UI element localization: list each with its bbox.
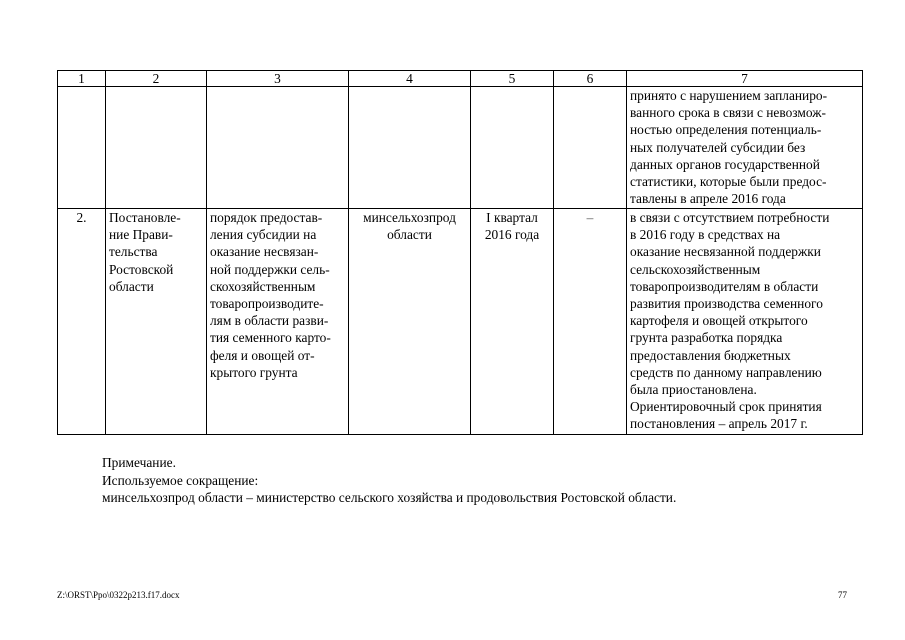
table-cell xyxy=(106,87,207,209)
table-cell xyxy=(554,87,627,209)
data-table xyxy=(57,70,863,435)
status-cell: – xyxy=(554,209,627,435)
table-cell xyxy=(207,87,349,209)
table-cell xyxy=(58,87,106,209)
reason-cell: в связи с отсутствием потребности в 2016 году в средствах на оказание несвязанной поддержки сельскохозяйственным товаропроизводителям в области развития производства семенного картофеля и овощей открытого грунта разработка порядка предоставления бюджетных средств по данному направлению была приостановлена. Ориентировочный срок принятия постановления – апрель 2017 г. xyxy=(627,209,863,435)
table-cell xyxy=(471,87,554,209)
column-header: 5 xyxy=(471,71,554,87)
column-header: 3 xyxy=(207,71,349,87)
column-header: 1 xyxy=(58,71,106,87)
document-type-cell: Постановле- ние Прави- тельства Ростовской области xyxy=(106,209,207,435)
table-header-row xyxy=(58,71,863,87)
table-cell xyxy=(349,87,471,209)
table-row xyxy=(58,209,863,435)
continuation-note-cell: принято с нарушением запланиро- ванного срока в связи с невозмож- ностью определения потенциаль- ных получателей субсидии без данных органов государственной статистики, которые были предос- тавлены в апреле 2016 года xyxy=(627,87,863,209)
subject-cell: порядок предостав- ления субсидии на оказание несвязан- ной поддержки сель- скохозяйственным товаропроизводите- лям в области разви- тия семенного карто- феля и овощей от- крытого грунта xyxy=(207,209,349,435)
column-header: 2 xyxy=(106,71,207,87)
note-title: Примечание. xyxy=(102,455,176,470)
column-header: 7 xyxy=(627,71,863,87)
note-line: Используемое сокращение: xyxy=(102,472,259,488)
page-number: 77 xyxy=(838,590,847,600)
abbreviation-line: минсельхозпрод области – министерство сельского хозяйства и продовольствия Ростовской области. xyxy=(102,490,677,505)
column-header: 4 xyxy=(349,71,471,87)
table-row xyxy=(58,87,863,209)
column-header: 6 xyxy=(554,71,627,87)
term-cell: I квартал 2016 года xyxy=(471,209,554,435)
note-block xyxy=(102,454,676,507)
row-number-cell: 2. xyxy=(58,209,106,435)
footer-file-path: Z:\ORST\Ppo\0322p213.f17.docx xyxy=(57,590,180,600)
responsible-cell: минсельхозпрод области xyxy=(349,209,471,435)
